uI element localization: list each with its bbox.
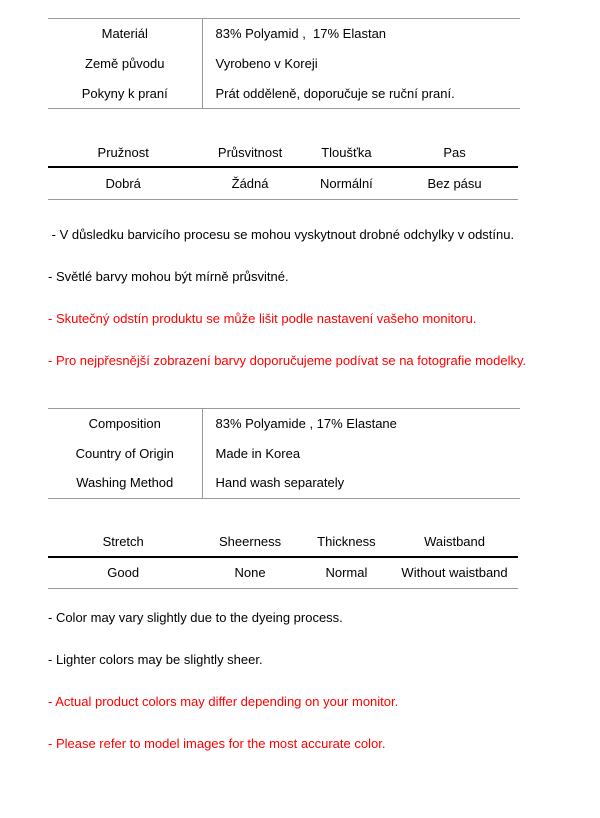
table-row <box>48 468 520 498</box>
attr-header-stretch: Stretch <box>48 528 198 557</box>
attr-header-row <box>48 138 518 167</box>
note-sheer: - Světlé barvy mohou být mírně průsvitné. <box>48 268 289 284</box>
attr-value-sheerness: Žádná <box>198 167 301 199</box>
table-row <box>48 79 520 109</box>
attr-value-stretch: Good <box>48 557 198 589</box>
info-label-washing: Pokyny k praní <box>81 85 168 101</box>
note-dyeing: - Color may vary slightly due to the dyeing process. <box>48 610 343 625</box>
attr-value-row <box>48 557 518 589</box>
info-label-washing: Washing Method <box>76 475 174 491</box>
attr-value-thickness: Normální <box>302 167 391 199</box>
material-info-table-cz <box>48 18 520 109</box>
note-dyeing: - V důsledku barvicího procesu se mohou vyskytnout drobné odchylky v odstínu. <box>48 226 515 242</box>
material-info-table-en <box>48 408 520 499</box>
info-value-origin: Made in Korea <box>202 438 520 468</box>
table-row <box>48 49 520 79</box>
section-english <box>48 408 600 753</box>
table-row <box>48 438 520 468</box>
info-label-composition: Composition <box>88 415 161 431</box>
attr-value-stretch: Dobrá <box>48 167 198 199</box>
attribute-table-en <box>48 528 518 590</box>
attr-header-row <box>48 528 518 557</box>
note-model-images: - Please refer to model images for the most accurate color. <box>48 736 386 751</box>
attr-header-waistband: Pas <box>391 138 518 167</box>
section-czech <box>48 18 600 369</box>
attr-header-sheerness: Sheerness <box>198 528 301 557</box>
info-value-washing: Prát odděleně, doporučuje se ruční praní. <box>202 79 520 109</box>
attr-value-thickness: Normal <box>302 557 391 589</box>
info-value-material: 83% Polyamid , 17% Elastan <box>202 19 520 49</box>
info-value-washing: Hand wash separately <box>202 468 520 498</box>
info-value-composition: 83% Polyamide , 17% Elastane <box>202 408 520 438</box>
attr-value-sheerness: None <box>198 557 301 589</box>
table-row <box>48 408 520 438</box>
attr-value-waistband: Bez pásu <box>391 167 518 199</box>
note-model-images: - Pro nejpřesnější zobrazení barvy doporučujeme podívat se na fotografie modelky. <box>48 352 527 368</box>
attribute-table-cz <box>48 138 518 200</box>
attr-header-stretch: Pružnost <box>48 138 198 167</box>
table-row <box>48 19 520 49</box>
note-monitor: - Skutečný odstín produktu se může lišit podle nastavení vašeho monitoru. <box>48 310 477 326</box>
notes-en <box>48 610 600 752</box>
attr-header-thickness: Tloušťka <box>302 138 391 167</box>
attr-value-waistband: Without waistband <box>391 557 518 589</box>
info-label-origin: Country of Origin <box>75 445 174 461</box>
attr-header-waistband: Waistband <box>391 528 518 557</box>
note-sheer: - Lighter colors may be slightly sheer. <box>48 652 263 667</box>
attr-header-sheerness: Průsvitnost <box>198 138 301 167</box>
info-label-origin: Země původu <box>85 56 165 71</box>
notes-cz <box>48 227 600 369</box>
product-info-page <box>0 18 600 752</box>
attr-value-row <box>48 167 518 199</box>
info-value-origin: Vyrobeno v Koreji <box>202 49 520 79</box>
note-monitor: - Actual product colors may differ depending on your monitor. <box>48 694 399 709</box>
info-label-material: Materiál <box>101 26 148 42</box>
attr-header-thickness: Thickness <box>302 528 391 557</box>
